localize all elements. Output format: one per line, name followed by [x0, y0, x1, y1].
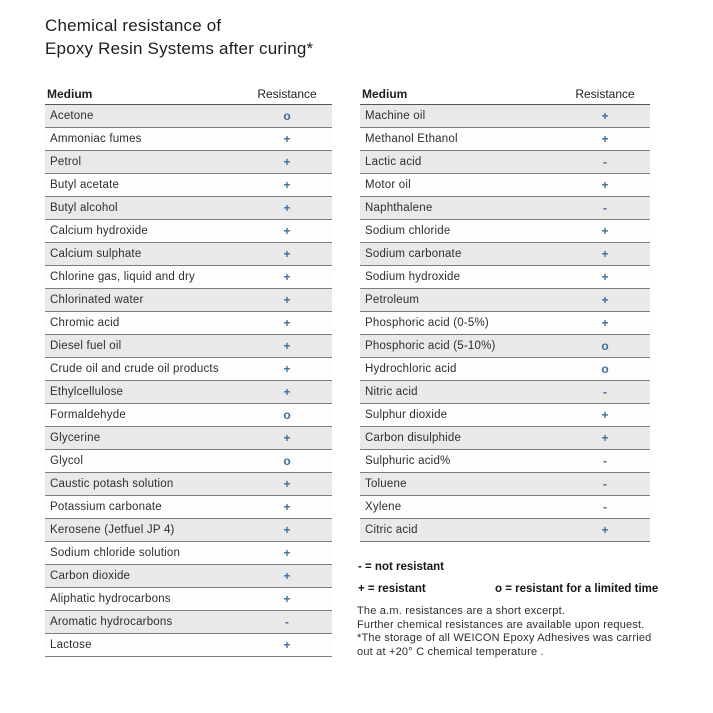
medium-cell: Toluene [365, 478, 407, 490]
table-row [360, 105, 650, 128]
table-row [45, 542, 332, 565]
resistance-cell: + [283, 523, 291, 537]
page-title-line2: Epoxy Resin Systems after curing* [45, 39, 314, 58]
medium-cell: Carbon disulphide [365, 432, 462, 444]
medium-cell: Sulphur dioxide [365, 409, 448, 421]
medium-cell: Carbon dioxide [50, 570, 131, 582]
resistance-cell: + [601, 316, 609, 330]
resistance-cell: o [283, 109, 291, 123]
medium-cell: Chromic acid [50, 317, 120, 329]
medium-cell: Lactic acid [365, 156, 422, 168]
resistance-table-right [360, 82, 650, 542]
resistance-cell: + [601, 247, 609, 261]
table-row [45, 105, 332, 128]
resistance-cell: - [603, 201, 607, 215]
medium-cell: Hydrochloric acid [365, 363, 457, 375]
table-row [360, 243, 650, 266]
medium-cell: Glycol [50, 455, 84, 467]
resistance-cell: + [283, 592, 291, 606]
medium-cell: Ammoniac fumes [50, 133, 142, 145]
page-title-line1: Chemical resistance of [45, 16, 222, 35]
table-row [45, 588, 332, 611]
medium-cell: Machine oil [365, 110, 426, 122]
resistance-cell: o [601, 339, 609, 353]
medium-cell: Potassium carbonate [50, 501, 162, 513]
table-header [45, 82, 332, 104]
legend-line [358, 556, 658, 578]
resistance-cell: + [601, 224, 609, 238]
resistance-cell: + [601, 132, 609, 146]
resistance-cell: - [603, 500, 607, 514]
medium-cell: Glycerine [50, 432, 101, 444]
footnote-line: The a.m. resistances are a short excerpt. [357, 605, 566, 617]
table-row [45, 473, 332, 496]
column-header-medium: Medium [47, 87, 93, 101]
medium-cell: Butyl acetate [50, 179, 120, 191]
resistance-cell: o [283, 454, 291, 468]
legend-line [358, 578, 658, 600]
medium-cell: Lactose [50, 639, 92, 651]
resistance-cell: + [601, 293, 609, 307]
resistance-cell: o [601, 362, 609, 376]
table-row [45, 404, 332, 427]
medium-cell: Sulphuric acid% [365, 455, 451, 467]
resistance-cell: + [283, 339, 291, 353]
medium-cell: Caustic potash solution [50, 478, 174, 490]
legend-limited-time: o = resistant for a limited time [495, 583, 659, 595]
table-row [360, 174, 650, 197]
medium-cell: Sodium hydroxide [365, 271, 461, 283]
medium-cell: Naphthalene [365, 202, 433, 214]
resistance-cell: - [603, 454, 607, 468]
resistance-cell: - [603, 155, 607, 169]
table-row [45, 220, 332, 243]
resistance-cell: + [283, 155, 291, 169]
table-row [360, 404, 650, 427]
table-row [45, 243, 332, 266]
resistance-cell: + [601, 523, 609, 537]
resistance-cell: + [601, 408, 609, 422]
resistance-cell: - [285, 615, 289, 629]
table-row [360, 289, 650, 312]
table-row [45, 565, 332, 588]
footnote-line: Further chemical resistances are available upon request. [357, 618, 645, 631]
medium-cell: Diesel fuel oil [50, 340, 122, 352]
resistance-cell: + [283, 316, 291, 330]
resistance-cell: o [283, 408, 291, 422]
table-row [360, 335, 650, 358]
legend-resistant: + = resistant [358, 583, 426, 595]
table-row [360, 519, 650, 542]
table-row [45, 128, 332, 151]
table-row [45, 519, 332, 542]
medium-cell: Formaldehyde [50, 409, 126, 421]
footnote-line: *The storage of all WEICON Epoxy Adhesives was carried [357, 632, 652, 644]
table-row [45, 312, 332, 335]
medium-cell: Crude oil and crude oil products [50, 363, 219, 375]
resistance-cell: + [283, 293, 291, 307]
resistance-cell: + [283, 546, 291, 560]
resistance-cell: + [601, 109, 609, 123]
table-row [45, 266, 332, 289]
resistance-cell: + [283, 431, 291, 445]
table-row [45, 427, 332, 450]
table-row [45, 450, 332, 473]
resistance-cell: + [601, 178, 609, 192]
table-row [360, 427, 650, 450]
page-title [45, 14, 313, 60]
table-row [360, 312, 650, 335]
table-row [360, 128, 650, 151]
resistance-cell: + [601, 431, 609, 445]
medium-cell: Sodium chloride solution [50, 547, 181, 559]
medium-cell: Petrol [50, 156, 82, 168]
medium-cell: Aliphatic hydrocarbons [50, 593, 171, 605]
table-row [360, 473, 650, 496]
resistance-cell: + [283, 247, 291, 261]
medium-cell: Chlorine gas, liquid and dry [50, 271, 195, 283]
table-row [360, 220, 650, 243]
resistance-cell: + [283, 178, 291, 192]
table-row [45, 335, 332, 358]
resistance-legend [358, 556, 658, 600]
resistance-cell: + [283, 362, 291, 376]
medium-cell: Calcium hydroxide [50, 225, 148, 237]
medium-cell: Phosphoric acid (5-10%) [365, 340, 496, 352]
table-row [45, 634, 332, 657]
table-row [45, 174, 332, 197]
resistance-cell: + [283, 132, 291, 146]
legend-not-resistant: - = not resistant [358, 561, 444, 573]
resistance-cell: + [283, 477, 291, 491]
resistance-cell: + [283, 569, 291, 583]
resistance-cell: - [603, 385, 607, 399]
resistance-cell: + [283, 638, 291, 652]
medium-cell: Petroleum [365, 294, 420, 306]
medium-cell: Xylene [365, 501, 402, 513]
resistance-cell: + [283, 224, 291, 238]
table-row [45, 289, 332, 312]
table-row [360, 381, 650, 404]
table-row [45, 496, 332, 519]
resistance-table-left [45, 82, 332, 657]
resistance-cell: + [283, 201, 291, 215]
medium-cell: Aromatic hydrocarbons [50, 616, 173, 628]
table-body [360, 104, 650, 542]
resistance-cell: - [603, 477, 607, 491]
medium-cell: Sodium carbonate [365, 248, 462, 260]
table-header [360, 82, 650, 104]
resistance-cell: + [283, 385, 291, 399]
footnotes [357, 605, 651, 659]
table-row [360, 151, 650, 174]
medium-cell: Motor oil [365, 179, 411, 191]
medium-cell: Chlorinated water [50, 294, 144, 306]
column-header-resistance: Resistance [575, 87, 635, 101]
medium-cell: Ethylcellulose [50, 386, 124, 398]
table-row [360, 496, 650, 519]
table-row [360, 197, 650, 220]
table-row [45, 151, 332, 174]
table-row [360, 450, 650, 473]
medium-cell: Sodium chloride [365, 225, 451, 237]
resistance-cell: + [283, 500, 291, 514]
table-row [45, 381, 332, 404]
medium-cell: Acetone [50, 110, 94, 122]
medium-cell: Butyl alcohol [50, 202, 118, 214]
table-row [360, 266, 650, 289]
table-row [45, 358, 332, 381]
medium-cell: Phosphoric acid (0-5%) [365, 317, 489, 329]
medium-cell: Citric acid [365, 524, 418, 536]
column-header-resistance: Resistance [257, 87, 317, 101]
footnote-line: out at +20° C chemical temperature . [357, 645, 544, 658]
resistance-cell: + [283, 270, 291, 284]
table-body [45, 104, 332, 657]
column-header-medium: Medium [362, 87, 408, 101]
resistance-cell: + [601, 270, 609, 284]
table-row [360, 358, 650, 381]
medium-cell: Calcium sulphate [50, 248, 142, 260]
table-row [45, 197, 332, 220]
medium-cell: Methanol Ethanol [365, 133, 458, 145]
medium-cell: Kerosene (Jetfuel JP 4) [50, 524, 175, 536]
medium-cell: Nitric acid [365, 386, 418, 398]
table-row [45, 611, 332, 634]
